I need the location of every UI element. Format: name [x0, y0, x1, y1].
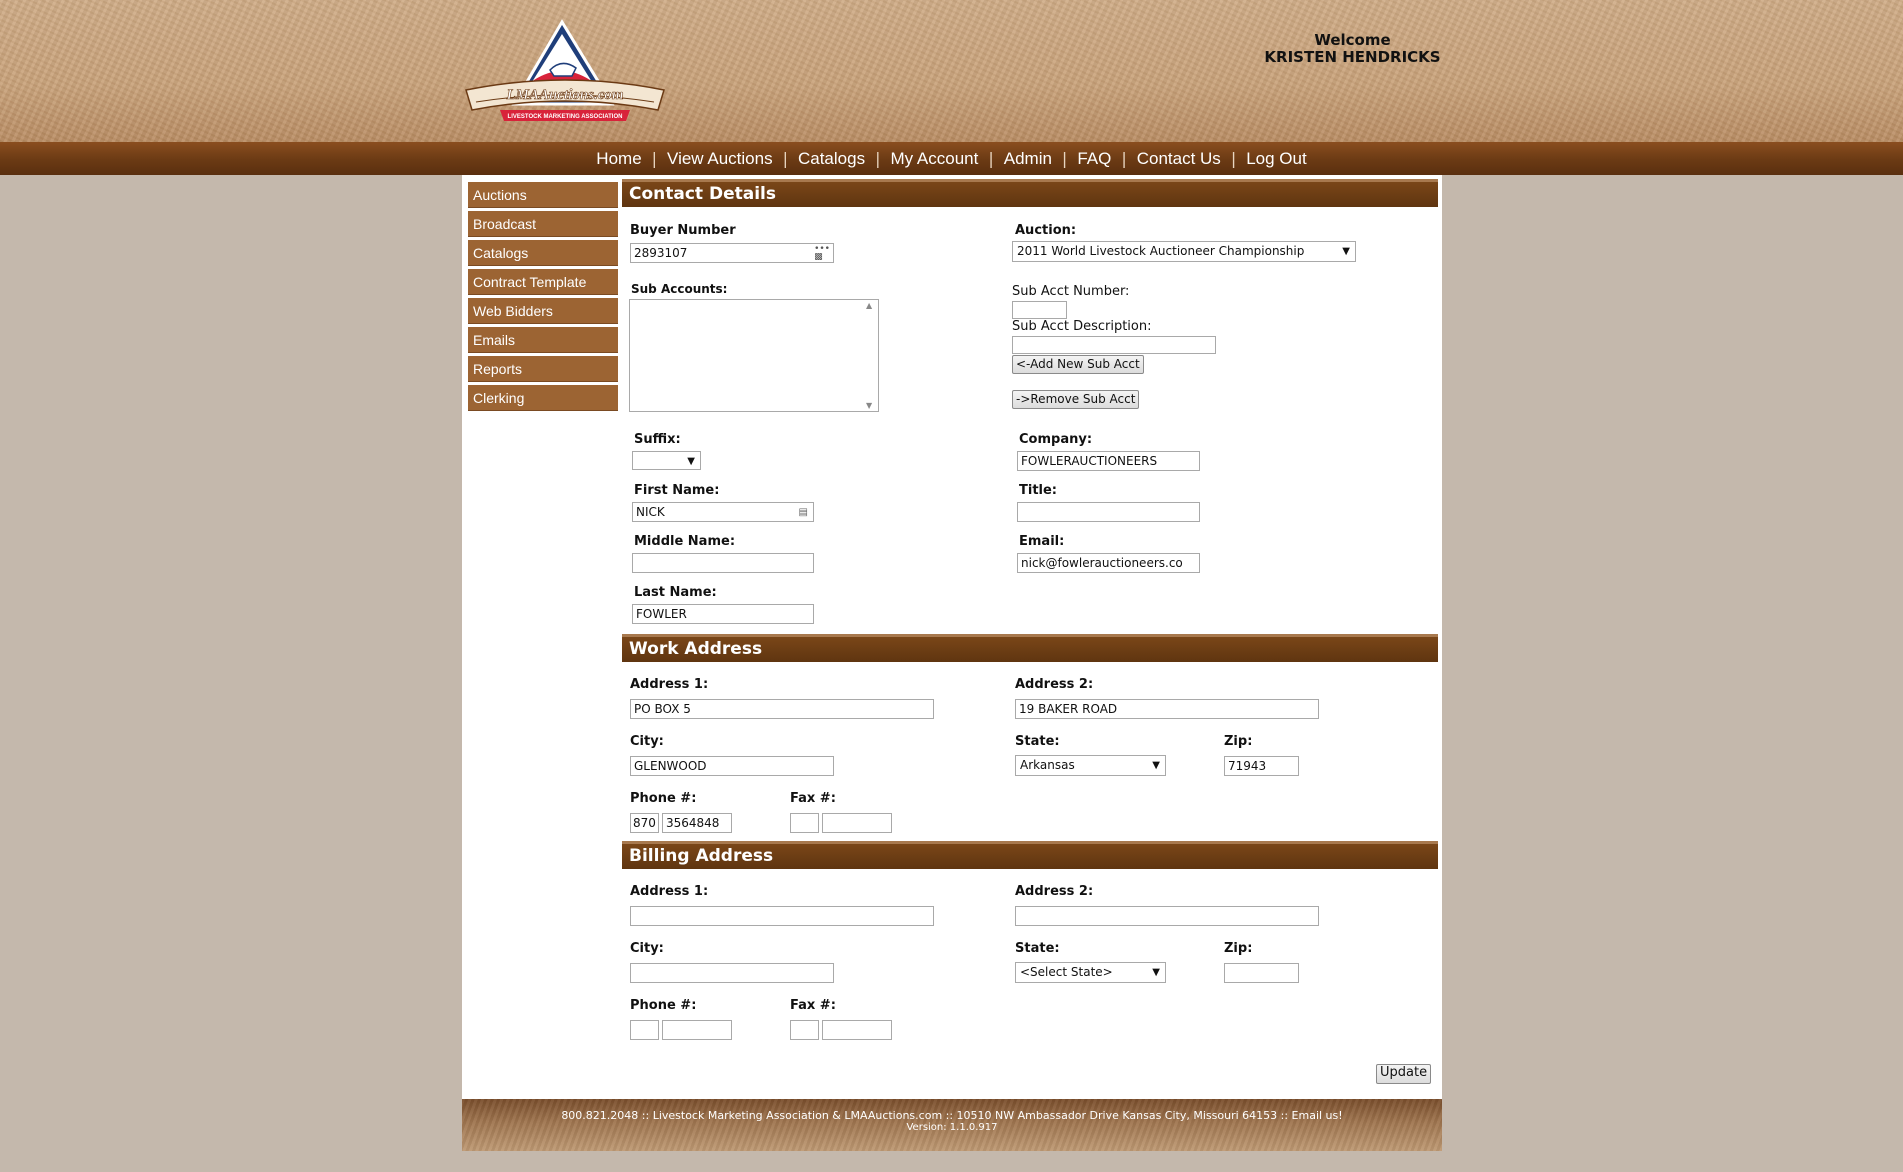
billing-zip-label: Zip:	[1224, 941, 1253, 956]
sidebar-item-emails[interactable]: Emails	[468, 327, 618, 353]
title-input[interactable]	[1017, 502, 1200, 522]
billing-phone-label: Phone #:	[630, 998, 697, 1013]
user-name: KRISTEN HENDRICKS	[1264, 48, 1441, 66]
buyer-number-field[interactable]	[630, 243, 834, 263]
add-sub-acct-button[interactable]: <-Add New Sub Acct	[1012, 355, 1144, 374]
last-name-input[interactable]	[632, 604, 814, 624]
sub-acct-description-input[interactable]	[1012, 336, 1216, 354]
buyer-number-value: 2893107	[634, 246, 688, 260]
site-footer	[462, 1099, 1442, 1151]
nav-faq[interactable]: FAQ	[1077, 148, 1112, 168]
email-input[interactable]	[1017, 553, 1200, 573]
nav-separator: |	[1061, 149, 1068, 168]
work-phone-number-input[interactable]	[662, 813, 732, 833]
welcome-label: Welcome	[1314, 31, 1391, 49]
work-address2-value: 19 BAKER ROAD	[1019, 702, 1118, 716]
billing-phone-area-input[interactable]	[630, 1020, 659, 1040]
work-address2-label: Address 2:	[1015, 677, 1094, 692]
work-address2-input[interactable]	[1015, 699, 1319, 719]
chevron-down-icon: ▼	[1152, 760, 1160, 771]
first-name-value: NICK	[636, 505, 665, 519]
nav-log-out[interactable]: Log Out	[1246, 148, 1307, 168]
sidebar-item-reports[interactable]: Reports	[468, 356, 618, 382]
nav-separator: |	[782, 149, 788, 168]
listbox-scrollbar[interactable]	[862, 300, 878, 411]
company-input[interactable]	[1017, 451, 1200, 471]
work-phone-label: Phone #:	[630, 791, 697, 806]
remove-sub-acct-button[interactable]: ->Remove Sub Acct	[1012, 390, 1139, 409]
work-phone-area-value: 870	[633, 816, 656, 830]
sub-accounts-list[interactable]	[629, 299, 879, 412]
sidebar-item-catalogs[interactable]: Catalogs	[468, 240, 618, 266]
auction-select-value: 2011 World Livestock Auctioneer Championship	[1017, 244, 1305, 258]
sub-accounts-label: Sub Accounts:	[631, 282, 728, 296]
billing-fax-label: Fax #:	[790, 998, 836, 1013]
work-address1-input[interactable]	[630, 699, 934, 719]
work-state-value: Arkansas	[1020, 758, 1075, 772]
sidebar-item-web-bidders[interactable]: Web Bidders	[468, 298, 618, 324]
nav-catalogs[interactable]: Catalogs	[797, 148, 866, 168]
billing-address-header: Billing Address	[622, 841, 1438, 869]
work-phone-area-input[interactable]	[630, 813, 659, 833]
company-label: Company:	[1019, 432, 1093, 447]
nav-my-account[interactable]: My Account	[890, 148, 979, 168]
nav-separator: |	[875, 149, 881, 168]
contact-card-icon: ▤	[798, 507, 808, 518]
work-zip-label: Zip:	[1224, 734, 1253, 749]
work-fax-label: Fax #:	[790, 791, 836, 806]
work-address-header: Work Address	[622, 634, 1438, 662]
chevron-down-icon: ▼	[1342, 246, 1350, 257]
nav-separator: |	[1230, 149, 1237, 168]
billing-phone-number-input[interactable]	[662, 1020, 732, 1040]
middle-name-input[interactable]	[632, 553, 814, 573]
middle-name-label: Middle Name:	[634, 534, 736, 549]
billing-fax-area-input[interactable]	[790, 1020, 819, 1040]
work-zip-value: 71943	[1228, 759, 1267, 773]
company-value: FOWLERAUCTIONEERS	[1021, 454, 1158, 468]
autofill-icon: ••• ▩	[814, 244, 830, 262]
update-button[interactable]: Update	[1376, 1064, 1431, 1084]
suffix-select[interactable]	[632, 451, 701, 470]
billing-state-label: State:	[1015, 941, 1060, 956]
billing-address1-label: Address 1:	[630, 884, 709, 899]
auction-label: Auction:	[1015, 223, 1077, 238]
footer-contact-line[interactable]: 800.821.2048 :: Livestock Marketing Association & LMAAuctions.com :: 10510 NW Ambassador Drive Kansas City, Missouri 64153 :: Email us!	[561, 1109, 1343, 1122]
work-city-value: GLENWOOD	[634, 759, 707, 773]
billing-address2-label: Address 2:	[1015, 884, 1094, 899]
billing-address2-input[interactable]	[1015, 906, 1319, 926]
sidebar-item-broadcast[interactable]: Broadcast	[468, 211, 618, 237]
auction-select[interactable]	[1012, 241, 1356, 262]
billing-city-label: City:	[630, 941, 664, 956]
buyer-number-label: Buyer Number	[630, 223, 736, 238]
main-nav	[0, 142, 1903, 175]
billing-address1-input[interactable]	[630, 906, 934, 926]
work-state-select[interactable]	[1015, 755, 1166, 776]
work-fax-area-input[interactable]	[790, 813, 819, 833]
sidebar-item-contract-template[interactable]: Contract Template	[468, 269, 618, 295]
work-fax-number-input[interactable]	[822, 813, 892, 833]
billing-fax-number-input[interactable]	[822, 1020, 892, 1040]
billing-city-input[interactable]	[630, 963, 834, 983]
sidebar-item-clerking[interactable]: Clerking	[468, 385, 618, 411]
work-state-label: State:	[1015, 734, 1060, 749]
lma-logo[interactable]	[462, 18, 668, 130]
work-phone-number-value: 3564848	[666, 816, 720, 830]
chevron-down-icon: ▼	[687, 456, 695, 467]
nav-separator: |	[988, 149, 994, 168]
suffix-label: Suffix:	[634, 432, 681, 447]
sidebar-item-auctions[interactable]: Auctions	[468, 182, 618, 208]
work-address1-label: Address 1:	[630, 677, 709, 692]
admin-sidebar	[468, 182, 618, 414]
scroll-down-icon[interactable]: ▼	[866, 401, 873, 410]
sub-acct-number-input[interactable]	[1012, 301, 1067, 319]
work-city-input[interactable]	[630, 756, 834, 776]
billing-state-select[interactable]	[1015, 962, 1166, 983]
first-name-input[interactable]	[632, 502, 814, 522]
welcome-box	[1230, 32, 1475, 66]
work-zip-input[interactable]	[1224, 756, 1299, 776]
email-label: Email:	[1019, 534, 1065, 549]
nav-admin[interactable]: Admin	[1003, 148, 1052, 168]
billing-zip-input[interactable]	[1224, 963, 1299, 983]
svg-text:LMAAuctions.com: LMAAuctions.com	[506, 87, 624, 103]
nav-separator: |	[1121, 149, 1127, 168]
contact-details-header: Contact Details	[622, 179, 1438, 207]
first-name-label: First Name:	[634, 483, 720, 498]
sub-acct-description-label: Sub Acct Description:	[1012, 319, 1152, 334]
nav-view-auctions[interactable]: View Auctions	[667, 148, 773, 168]
nav-contact-us[interactable]: Contact Us	[1136, 148, 1221, 168]
billing-state-value: <Select State>	[1020, 965, 1113, 979]
last-name-value: FOWLER	[636, 607, 687, 621]
svg-text:LIVESTOCK MARKETING ASSOCIATIO: LIVESTOCK MARKETING ASSOCIATION	[507, 114, 623, 120]
main-content	[462, 175, 1442, 1099]
title-label: Title:	[1019, 483, 1058, 498]
nav-home[interactable]: Home	[596, 148, 642, 168]
sub-acct-number-label: Sub Acct Number:	[1012, 284, 1130, 299]
footer-version: Version: 1.1.0.917	[906, 1122, 998, 1133]
scroll-up-icon[interactable]: ▲	[866, 301, 873, 310]
work-address1-value: PO BOX 5	[634, 702, 691, 716]
nav-separator: |	[651, 149, 658, 168]
site-header	[0, 0, 1903, 142]
last-name-label: Last Name:	[634, 585, 717, 600]
email-value: nick@fowlerauctioneers.co	[1021, 556, 1183, 570]
work-city-label: City:	[630, 734, 664, 749]
chevron-down-icon: ▼	[1152, 967, 1160, 978]
